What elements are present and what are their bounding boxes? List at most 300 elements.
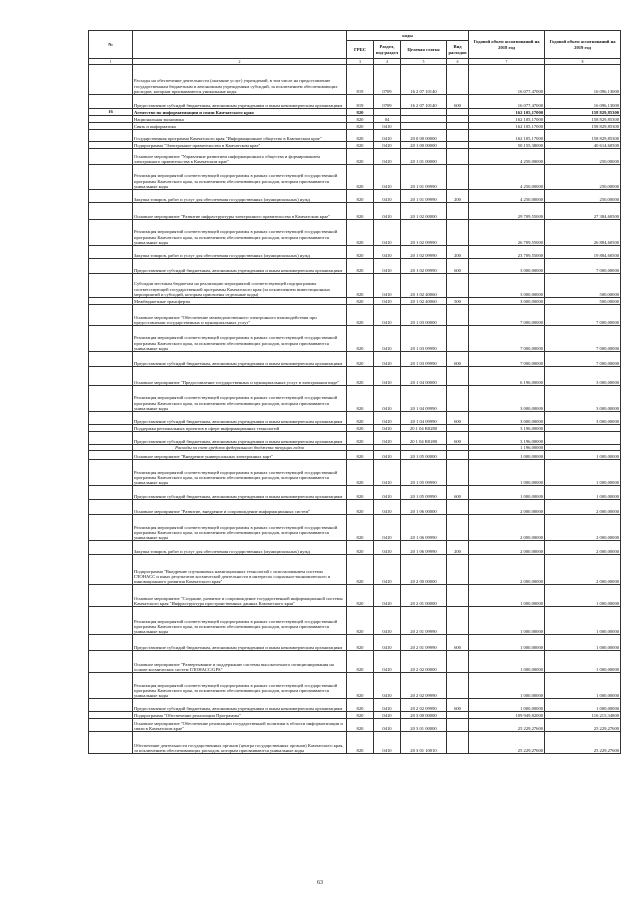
row-razdel-code: 0410 [374,386,401,412]
row-amount-2019: 7 000,00000 [545,305,621,326]
row-description: Реализация мероприятий соответствующей подпрограммы в рамках соответствующей государственной программы Камчатского края, за исключением обеспечивающих расходов, которым присваиваются уникальные коды [133,220,347,246]
row-description: Реализация мероприятий соответствующей подпрограммы в рамках соответствующей государственной программы Камчатского края, за исключением обеспечивающих расходов, которым присваиваются уникальные коды [133,165,347,190]
row-expense-type [447,451,469,460]
table-row [89,451,621,460]
row-amount-2018: 1 000,00000 [469,486,545,500]
row-expense-type [447,149,469,165]
row-target-article: 20 1 01 09990 [401,165,447,190]
row-grbs-code: 820 [347,352,374,367]
row-expense-type: 600 [447,699,469,712]
row-razdel-code: 04 [374,116,401,123]
column-number: 8 [545,59,621,65]
row-amount-2019: 1 000,00000 [545,460,621,486]
budget-sheet [88,30,620,754]
row-expense-type [447,719,469,732]
row-expense-type [447,651,469,673]
row-razdel-code: 0410 [374,130,401,142]
row-amount-2018: 1 000,00000 [469,635,545,651]
row-number [89,541,133,555]
row-expense-type [447,130,469,142]
row-amount-2019: 25 229,27600 [545,719,621,732]
row-target-article: 20 2 02 09990 [401,699,447,712]
row-amount-2018: 6 196,00000 [469,367,545,386]
row-number [89,386,133,412]
row-razdel-code: 0410 [374,425,401,432]
row-amount-2019 [545,432,621,445]
row-description: Предоставление субсидий бюджетным, автономным учреждениям и иным некоммерческим организациям [133,352,347,367]
table-row [89,274,621,298]
row-grbs-code: 820 [347,274,374,298]
header-no: № [89,31,133,59]
row-razdel-code: 0410 [374,460,401,486]
row-amount-2018: 2 000,00000 [469,541,545,555]
row-amount-2019: 3 000,00000 [545,412,621,425]
row-number [89,149,133,165]
table-row [89,635,621,651]
row-grbs-code: 820 [347,451,374,460]
row-description: Предоставление субсидий бюджетным, автономным учреждениям и иным некоммерческим организациям [133,699,347,712]
row-expense-type [447,732,469,754]
row-expense-type [447,585,469,607]
row-grbs-code: 820 [347,109,374,116]
row-description: Расходы на обеспечение деятельности (оказание услуг) учреждений, в том числе на предоставление государственным бюджетным и автономным учреждениям субсидий, за исключением обеспечивающих расходов, которым присваиваются уникальные коды [133,65,347,95]
row-description: Основное мероприятие "Обеспечение реализации государственной политики в области информатизации и связи в Камчатском крае" [133,719,347,732]
row-grbs-code: 820 [347,607,374,635]
row-number [89,220,133,246]
row-target-article: 20 1 02 40060 [401,274,447,298]
row-expense-type [447,123,469,130]
row-description: Закупка товаров, работ и услуг для обеспечения государственных (муниципальных) нужд [133,541,347,555]
row-description: Основное мероприятие "Развитие, внедрение и сопровождение информационных систем" [133,500,347,515]
row-razdel-code: 0410 [374,326,401,352]
row-target-article: 20 1 01 00000 [401,149,447,165]
row-amount-2019: 116 215,34800 [545,712,621,719]
row-razdel-code: 0410 [374,367,401,386]
row-grbs-code: 820 [347,425,374,432]
page-number: 63 [317,880,323,886]
header-razdel: Раздел, под-раздел [374,41,401,59]
row-amount-2018: 23 709,55000 [469,246,545,259]
row-description: Поддержка региональных проектов в сфере информационных технологий [133,425,347,432]
row-amount-2019: 7 000,00000 [545,259,621,274]
row-target-article: 20 1 05 09990 [401,460,447,486]
row-description: Предоставление субсидий бюджетным, автономным учреждениям и иным некоммерческим организациям [133,635,347,651]
row-amount-2018: 162 105,17000 [469,109,545,116]
row-target-article: 20 1 04 R0280 [401,432,447,445]
row-description: Подпрограмма "Обеспечение реализации Программы" [133,712,347,719]
row-grbs-code: 820 [347,500,374,515]
row-target-article: 20 1 05 09990 [401,486,447,500]
row-grbs-code: 820 [347,555,374,585]
row-grbs-code: 820 [347,432,374,445]
row-expense-type [447,515,469,541]
table-row [89,95,621,109]
row-number [89,451,133,460]
table-row [89,203,621,220]
table-row [89,142,621,149]
budget-table [88,30,621,754]
header-description [133,31,347,59]
row-amount-2018: 3 000,00000 [469,412,545,425]
table-row [89,712,621,719]
row-grbs-code: 820 [347,732,374,754]
row-grbs-code: 820 [347,699,374,712]
row-number [89,555,133,585]
row-grbs-code: 820 [347,367,374,386]
row-amount-2018: 1 000,00000 [469,451,545,460]
row-amount-2019 [545,425,621,432]
row-target-article: 20 2 01 00000 [401,585,447,607]
table-row [89,109,621,116]
row-grbs-code: 820 [347,142,374,149]
row-description: Основное мероприятие "Развитие инфраструктуры электронного правительства в Камчатском крае" [133,203,347,220]
row-amount-2018: 1 196,00000 [469,445,545,451]
row-razdel-code: 0410 [374,555,401,585]
row-expense-type [447,607,469,635]
row-target-article: 20 1 00 00000 [401,142,447,149]
row-grbs-code: 820 [347,719,374,732]
row-expense-type [447,65,469,95]
row-expense-type: 600 [447,259,469,274]
table-row [89,305,621,326]
row-target-article: 20 1 03 09990 [401,326,447,352]
table-row [89,386,621,412]
table-row [89,116,621,123]
row-target-article: 16 2 07 10140 [401,65,447,95]
row-grbs-code: 820 [347,246,374,259]
table-row [89,607,621,635]
row-expense-type [447,274,469,298]
row-amount-2018: 4 250,00000 [469,165,545,190]
row-amount-2018: 50 155,38000 [469,142,545,149]
table-row [89,460,621,486]
row-description: Реализация мероприятий соответствующей подпрограммы в рамках соответствующей государственной программы Камчатского края, за исключением обеспечивающих расходов, которым присваиваются уникальные коды [133,460,347,486]
row-amount-2019: 250,00000 [545,190,621,203]
row-amount-2019: 1 000,00000 [545,635,621,651]
row-razdel-code: 0410 [374,515,401,541]
row-description: Предоставление субсидий бюджетным, автономным учреждениям и иным некоммерческим организациям [133,412,347,425]
row-target-article: 20 2 00 00000 [401,555,447,585]
row-amount-2018: 16 077,47000 [469,95,545,109]
row-amount-2019: 3 000,00000 [545,386,621,412]
row-expense-type: 200 [447,246,469,259]
row-target-article: 20 1 03 00000 [401,305,447,326]
column-number: 3 [347,59,374,65]
row-target-article [401,109,447,116]
row-amount-2018: 3 000,00000 [469,298,545,305]
row-grbs-code: 820 [347,386,374,412]
column-number: 1 [89,59,133,65]
row-amount-2019: 500,00000 [545,274,621,298]
row-number [89,719,133,732]
row-amount-2018: 25 229,27600 [469,732,545,754]
row-grbs-code: 820 [347,635,374,651]
table-row [89,298,621,305]
row-number [89,500,133,515]
row-description: Предоставление субсидий бюджетным, автономным учреждениям и иным некоммерческим организациям [133,259,347,274]
table-row [89,326,621,352]
row-amount-2019: 2 000,00000 [545,555,621,585]
row-amount-2018: 2 000,00000 [469,500,545,515]
row-amount-2019: 158 829,85300 [545,123,621,130]
row-amount-2018: 25 229,27600 [469,719,545,732]
row-amount-2018: 1 000,00000 [469,699,545,712]
row-amount-2018: 1 000,00000 [469,460,545,486]
header-year-2018: Годовой объем ассигнований на 2018 год [469,31,545,59]
row-target-article: 20 1 03 09990 [401,352,447,367]
row-description: Реализация мероприятий соответствующей подпрограммы в рамках соответствующей государственной программы Камчатского края, за исключением обеспечивающих расходов, которым присваиваются уникальные коды [133,607,347,635]
row-razdel-code: 0410 [374,673,401,699]
row-expense-type [447,142,469,149]
row-razdel-code: 0410 [374,298,401,305]
row-target-article: 20 1 04 00000 [401,367,447,386]
row-number [89,246,133,259]
row-number [89,274,133,298]
row-expense-type [447,712,469,719]
row-amount-2018: 7 000,00000 [469,326,545,352]
row-grbs-code: 820 [347,651,374,673]
row-number [89,486,133,500]
table-row [89,515,621,541]
row-description: Реализация мероприятий соответствующей подпрограммы в рамках соответствующей государственной программы Камчатского края, за исключением обеспечивающих расходов, которым присваиваются уникальные коды [133,673,347,699]
row-number [89,190,133,203]
table-row [89,585,621,607]
row-number [89,259,133,274]
row-amount-2019: 2 000,00000 [545,541,621,555]
row-grbs-code: 820 [347,165,374,190]
row-amount-2019: 25 229,27600 [545,732,621,754]
row-number [89,412,133,425]
table-row [89,541,621,555]
row-amount-2019: 2 000,00000 [545,515,621,541]
row-expense-type: 600 [447,412,469,425]
row-razdel-code: 0410 [374,712,401,719]
row-target-article: 16 2 07 10140 [401,95,447,109]
row-amount-2019: 7 000,00000 [545,352,621,367]
row-grbs-code: 820 [347,585,374,607]
row-amount-2018: 7 000,00000 [469,352,545,367]
row-target-article: 20 1 04 09990 [401,412,447,425]
row-amount-2019: 16 096,13000 [545,95,621,109]
row-target-article: 20 2 01 09990 [401,607,447,635]
row-amount-2018: 1 000,00000 [469,673,545,699]
row-number [89,65,133,95]
row-target-article: 20 3 01 00000 [401,719,447,732]
row-grbs-code: 820 [347,305,374,326]
row-amount-2019: 158 829,85300 [545,130,621,142]
row-description: Предоставление субсидий бюджетным, автономным учреждениям и иным некоммерческим организациям [133,486,347,500]
row-number [89,305,133,326]
row-description: Подпрограмма "Электронное правительство в Камчатском крае" [133,142,347,149]
row-number: 16 [89,109,133,116]
row-grbs-code: 820 [347,515,374,541]
row-number [89,116,133,123]
row-number [89,367,133,386]
row-description: Агентство по информатизации и связи Камчатского края [133,109,347,116]
row-amount-2019: 16 096,13000 [545,65,621,95]
row-razdel-code: 0410 [374,500,401,515]
row-grbs-code: 820 [347,326,374,352]
row-number [89,432,133,445]
table-row [89,367,621,386]
row-expense-type: 600 [447,432,469,445]
row-target-article: 20 1 06 09990 [401,515,447,541]
row-description: Реализация мероприятий соответствующей подпрограммы в рамках соответствующей государственной программы Камчатского края, за исключением обеспечивающих расходов, которым присваиваются уникальные коды [133,326,347,352]
row-amount-2019: 158 829,85300 [545,109,621,116]
row-target-article: 20 1 06 09990 [401,541,447,555]
row-expense-type [447,460,469,486]
row-amount-2018: 3 000,00000 [469,274,545,298]
row-amount-2019: 3 000,00000 [545,367,621,386]
header-expense-type: Вид расходов [447,41,469,59]
row-number [89,651,133,673]
row-number [89,607,133,635]
row-amount-2019: 27 384,60500 [545,203,621,220]
row-amount-2018: 3 000,00000 [469,259,545,274]
row-razdel-code: 0410 [374,541,401,555]
table-row [89,149,621,165]
row-razdel-code: 0709 [374,65,401,95]
row-amount-2018: 7 000,00000 [469,305,545,326]
row-razdel-code: 0410 [374,607,401,635]
row-amount-2019: 26 884,60500 [545,220,621,246]
row-number [89,425,133,432]
column-number: 7 [469,59,545,65]
row-number [89,732,133,754]
table-row [89,352,621,367]
row-razdel-code: 0410 [374,699,401,712]
row-description: Основное мероприятие "Создание, развитие и сопровождение государственной информационной системы Камчатского края "Инфраструктура пространственных данных Камчатского края" [133,585,347,607]
row-target-article: 20 1 04 09990 [401,386,447,412]
table-row [89,651,621,673]
table-row [89,123,621,130]
table-row [89,732,621,754]
table-row [89,500,621,515]
table-row [89,130,621,142]
row-description: Межбюджетные трансферты [133,298,347,305]
row-description: Реализация мероприятий соответствующей подпрограммы в рамках соответствующей государственной программы Камчатского края, за исключением обеспечивающих расходов, которым присваиваются уникальные коды [133,515,347,541]
row-description: Обеспечение деятельности государственных органов (центра государственных органов) Камчатского края, за исключением обеспечивающих расходов, которым присваиваются уникальные коды [133,732,347,754]
row-description: Закупка товаров, работ и услуг для обеспечения государственных (муниципальных) нужд [133,246,347,259]
row-expense-type: 200 [447,541,469,555]
row-amount-2018: 2 000,00000 [469,515,545,541]
row-number [89,165,133,190]
row-description: Основное мероприятие "Развертывание и поддержание системы высокоточного позиционирования на основе космических систем ГЛОНАСС/GPS" [133,651,347,673]
row-razdel-code: 0410 [374,142,401,149]
column-number: 4 [374,59,401,65]
row-amount-2018: 109 949,82000 [469,712,545,719]
row-amount-2018: 29 709,55000 [469,203,545,220]
row-target-article: 20 3 01 10010 [401,732,447,754]
row-expense-type: 200 [447,190,469,203]
table-row [89,486,621,500]
row-grbs-code: 820 [347,203,374,220]
row-amount-2019: 250,00000 [545,165,621,190]
row-number [89,95,133,109]
row-expense-type: 600 [447,635,469,651]
table-row [89,65,621,95]
row-description: Основное мероприятие "Предоставление государственных и муниципальных услуг в электронном виде" [133,367,347,386]
row-target-article: 20 1 06 00000 [401,500,447,515]
row-grbs-code: 820 [347,412,374,425]
table-row [89,673,621,699]
table-row [89,699,621,712]
row-grbs-code: 820 [347,712,374,719]
row-razdel-code: 0410 [374,732,401,754]
table-row [89,165,621,190]
row-razdel-code: 0410 [374,486,401,500]
row-razdel-code: 0410 [374,123,401,130]
row-grbs-code: 820 [347,130,374,142]
row-expense-type: 500 [447,298,469,305]
row-grbs-code: 820 [347,298,374,305]
table-row [89,432,621,445]
row-amount-2019: 40 614,60500 [545,142,621,149]
column-number: 2 [133,59,347,65]
row-expense-type [447,220,469,246]
row-target-article: 20 1 05 00000 [401,451,447,460]
row-expense-type [447,500,469,515]
row-grbs-code: 820 [347,259,374,274]
header-target-article: Целевая статья [401,41,447,59]
row-amount-2018: 16 077,47000 [469,65,545,95]
table-row [89,190,621,203]
row-grbs-code: 820 [347,541,374,555]
row-number [89,123,133,130]
row-description: Подпрограмма "Внедрение спутниковых навигационных технологий с использованием системы ГЛОНАСС и иных результатов космической деятельности в интересах социально-экономического и инновационного развития Камчатского края" [133,555,347,585]
row-amount-2019: 1 000,00000 [545,486,621,500]
row-razdel-code: 0410 [374,585,401,607]
row-amount-2018: 4 250,00000 [469,190,545,203]
row-description: Основное мероприятие "Управление развитием информационного общества и формированием электронного правительства в Камчатском крае" [133,149,347,165]
column-number: 6 [447,59,469,65]
row-expense-type [447,673,469,699]
row-grbs-code: 820 [347,486,374,500]
row-razdel-code: 0410 [374,305,401,326]
row-description: Связь и информатика [133,123,347,130]
row-target-article [401,123,447,130]
row-target-article: 20 1 02 09990 [401,220,447,246]
table-body [89,65,621,754]
table-row [89,246,621,259]
row-amount-2019: 1 000,00000 [545,673,621,699]
row-target-article: 20 1 02 40060 [401,298,447,305]
row-description: Предоставление субсидий бюджетным, автономным учреждениям и иным некоммерческим организациям [133,95,347,109]
row-razdel-code: 0410 [374,246,401,259]
row-number [89,585,133,607]
table-row [89,220,621,246]
row-grbs-code: 820 [347,190,374,203]
row-target-article [401,116,447,123]
header-year-2019: Годовой объем ассигнований на 2019 год [545,31,621,59]
row-expense-type [447,326,469,352]
table-row [89,555,621,585]
row-target-article: 20 3 00 00000 [401,712,447,719]
row-expense-type: 600 [447,95,469,109]
row-amount-2018: 162 105,17000 [469,123,545,130]
row-amount-2018: 162 105,17000 [469,116,545,123]
row-amount-2019: 1 000,00000 [545,699,621,712]
row-number [89,699,133,712]
row-amount-2019: 158 829,85300 [545,116,621,123]
row-razdel-code: 0410 [374,651,401,673]
row-description: Расходы за счет средств федерального бюджета текущих годов [133,445,347,451]
row-amount-2019: 7 000,00000 [545,326,621,352]
row-target-article: 20 1 02 09990 [401,259,447,274]
row-number [89,352,133,367]
row-description: Государственная программа Камчатского края "Информационное общество в Камчатском крае" [133,130,347,142]
row-amount-2018: 3 196,00000 [469,425,545,432]
